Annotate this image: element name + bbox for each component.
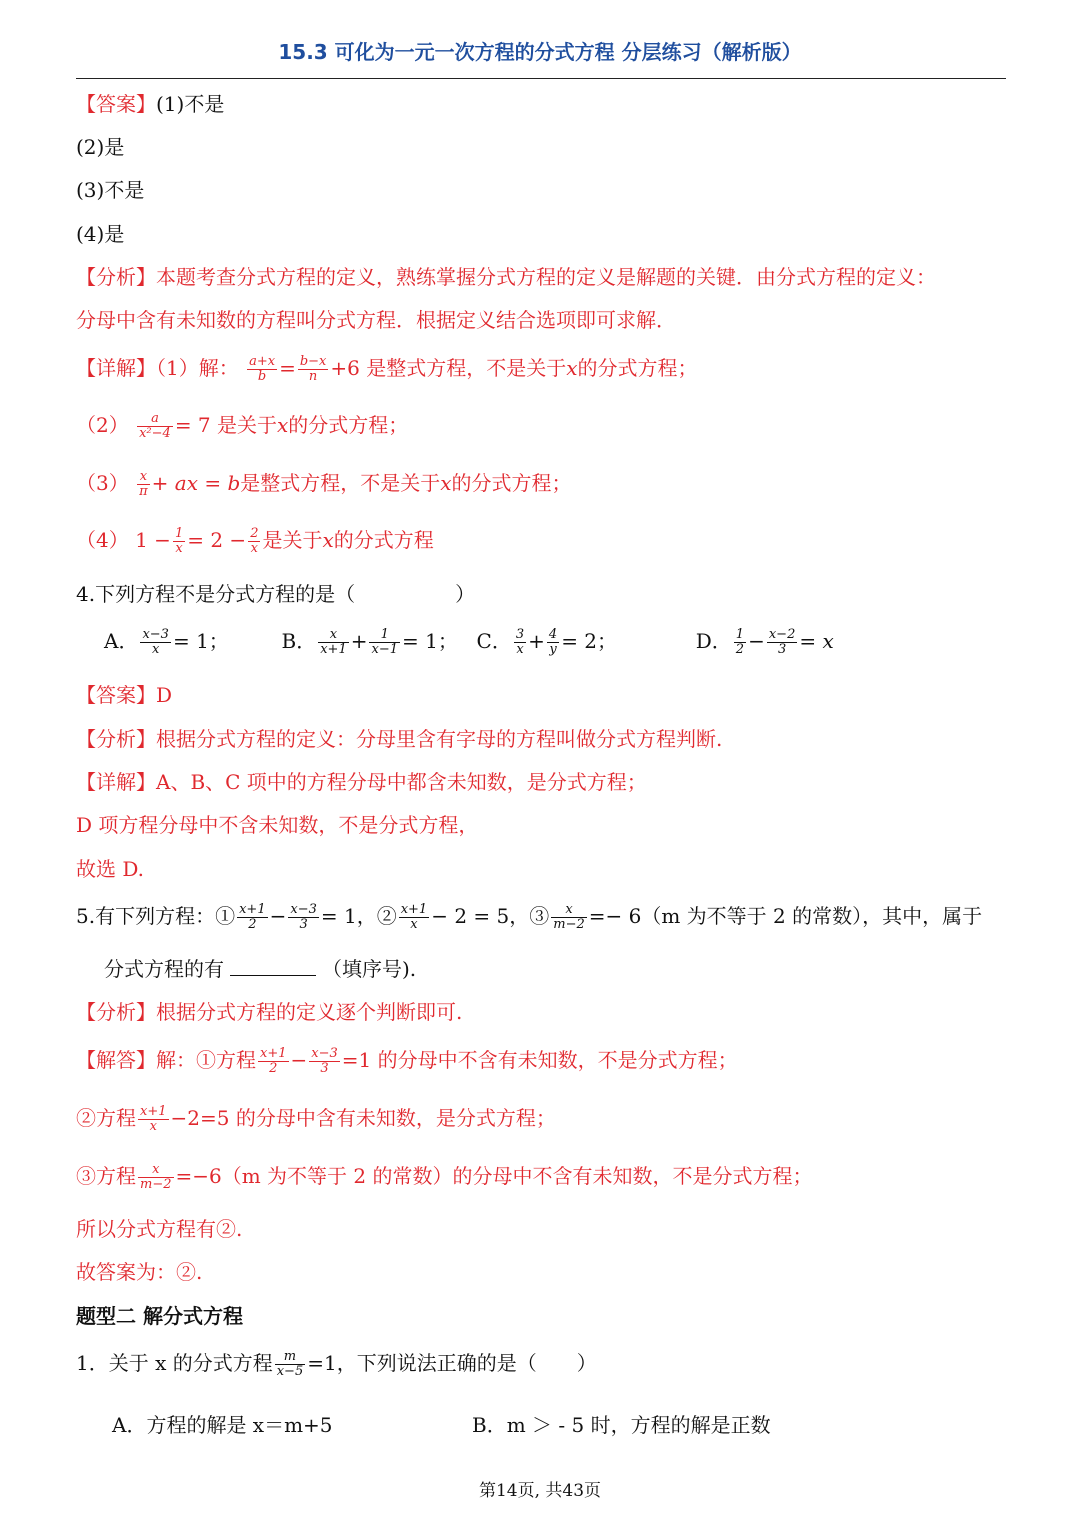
detail-4: D 项方程分母中不含未知数，不是分式方程， — [76, 813, 479, 837]
analysis-line: 【分析】本题考查分式方程的定义，熟练掌握分式方程的定义是解题的关键．由分式方程的定义： — [76, 265, 936, 289]
answer-line: (4)是 — [76, 222, 125, 246]
question-4-options: A． $\frac{x-3}{x}$ = 1； B． $\frac{x}{x+1}$ + $\frac{1}{x-1}$ = 1； C． $\frac{3}{x}$ + $\frac{4}{y}$ = 2； D． $\frac{1}{2}$ − $\frac{x-2}{3}$ = x — [104, 627, 834, 657]
solution-5-line: 所以分式方程有②. — [76, 1217, 243, 1241]
page-footer: 第14页, 共43页 — [478, 1481, 602, 1501]
page-header-title: 15.3 可化为一元一次方程的分式方程 分层练习（解析版） — [278, 40, 802, 64]
section-heading: 题型二 解分式方程 — [76, 1304, 243, 1328]
solution-5-line: ③方程 $\frac{x}{m-2}$ =−6（m 为不等于 2 的常数）的分母中不含有未知数，不是分式方程； — [76, 1162, 813, 1192]
question-5-blank-line: 分式方程的有 （填序号). — [104, 957, 417, 981]
question-4: 4.下列方程不是分式方程的是（ ） — [76, 582, 476, 606]
detail-line-4: （4） 1 − $\frac{1}{x}$ = 2 − $\frac{2}{x}$ 是关于x的分式方程 — [76, 526, 434, 556]
solution-5-line: 【解答】解：①方程 $\frac{x+1}{2}$ − $\frac{x-3}{3}$ =1 的分母中不含有未知数，不是分式方程； — [76, 1046, 738, 1076]
detail-4: 【详解】A、B、C 项中的方程分母中都含未知数，是分式方程； — [76, 770, 647, 794]
section2-option-b: B．m ＞ - 5 时，方程的解是正数 — [472, 1413, 771, 1437]
analysis-line: 分母中含有未知数的方程叫分式方程．根据定义结合选项即可求解． — [76, 308, 676, 332]
header-rule — [76, 78, 1006, 79]
detail-line-2: （2） $\frac{a}{\text{x²−4}}$ = 7 是关于x的分式方程； — [76, 411, 409, 441]
answer-blank[interactable] — [230, 957, 316, 976]
analysis-4: 【分析】根据分式方程的定义：分母里含有字母的方程叫做分式方程判断. — [76, 727, 723, 751]
section2-option-a: A．方程的解是 x＝m+5 — [112, 1413, 333, 1437]
question-5: 5.有下列方程：① $\frac{x+1}{2}$ − $\frac{x-3}{3}$ = 1，② $\frac{x+1}{x}$ − 2 = 5，③ $\frac{x}{m-2}$ =− 6（m 为不等于 2 的常数），其中，属于 — [76, 902, 983, 932]
solution-5-line: 故答案为：②. — [76, 1260, 203, 1284]
answer-line: 【答案】(1)不是 — [76, 92, 225, 116]
answer-line: (3)不是 — [76, 178, 145, 202]
answer-line: (2)是 — [76, 135, 125, 159]
section2-question-1: 1．关于 x 的分式方程 $\frac{m}{x-5}$ =1，下列说法正确的是（ ） — [76, 1349, 597, 1379]
answer-4: 【答案】D — [76, 683, 173, 707]
detail-4: 故选 D. — [76, 857, 145, 881]
detail-line-1: 【详解】（1）解： $\frac{a+x}{b}$ = $\frac{b-x}{n}$ +6 是整式方程，不是关于x的分式方程； — [76, 354, 698, 384]
solution-5-line: ②方程 $\frac{x+1}{x}$ −2=5 的分母中含有未知数，是分式方程； — [76, 1104, 556, 1134]
detail-line-3: （3） $\frac{x}{\pi}$ + ax = b是整式方程，不是关于x的分式方程； — [76, 469, 572, 499]
analysis-5: 【分析】根据分式方程的定义逐个判断即可. — [76, 1000, 463, 1024]
